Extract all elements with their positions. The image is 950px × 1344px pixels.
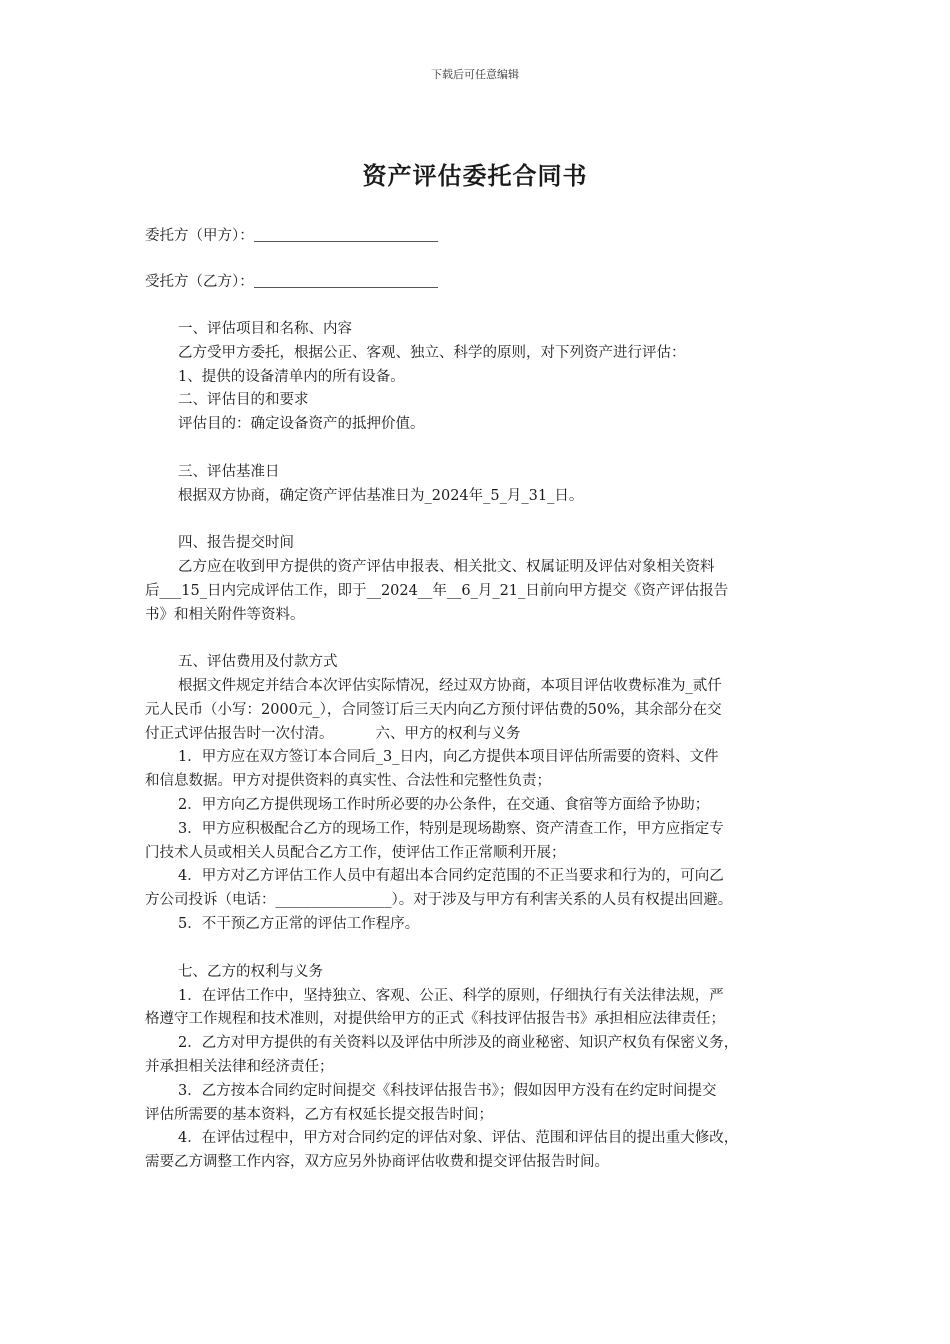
section-7-heading: 七、乙方的权利与义务 xyxy=(178,963,323,980)
section-2-paragraph: 评估目的：确定设备资产的抵押价值。 xyxy=(178,416,425,433)
section-6-item: 2．甲方向乙方提供现场工作时所必要的办公条件，在交通、食宿等方面给予协助； xyxy=(178,796,710,813)
section-3-paragraph: 根据双方协商，确定资产评估基准日为_2024年_5_月_31_日。 xyxy=(178,487,584,504)
section-4-line: 书》和相关附件等资料。 xyxy=(145,606,305,623)
section-6-heading: 六、甲方的权利与义务 xyxy=(375,725,521,742)
party-b-label: 受托方（乙方）： xyxy=(145,274,254,290)
section-4-line: 后___15_日内完成评估工作，即于__2024__年__6_月_21_日前向甲方提交《资产评估报告 xyxy=(145,582,729,599)
section-6-item: 1．甲方应在双方签订本合同后_3_日内，向乙方提供本项目评估所需要的资料、文件 xyxy=(178,749,719,766)
section-6-item: 5．不干预乙方正常的评估工作程序。 xyxy=(178,915,420,932)
section-1-item: 1、提供的设备清单内的所有设备。 xyxy=(178,368,405,385)
spacer xyxy=(145,627,815,651)
section-7-item: 评估所需要的基本资料，乙方有权延长提交报告时间； xyxy=(145,1106,493,1123)
section-3-heading: 三、评估基准日 xyxy=(178,463,280,480)
section-7-item: 1．在评估工作中，坚持独立、客观、公正、科学的原则，仔细执行有关法律法规，严 xyxy=(178,987,724,1004)
section-7-item: 2．乙方对甲方提供的有关资料以及评估中所涉及的商业秘密、知识产权负有保密义务， xyxy=(178,1035,739,1052)
section-5-heading: 五、评估费用及付款方式 xyxy=(178,654,338,671)
section-5-line: 付正式评估报告时一次付清。 xyxy=(145,725,334,742)
document-title: 资产评估委托合同书 xyxy=(362,162,588,190)
section-6-item: 方公司投诉（电话：________________）。对于涉及与甲方有利害关系的人员有权提出回避。 xyxy=(145,892,733,909)
section-7-item: 4．在评估过程中，甲方对合同约定的评估对象、评估、范围和评估目的提出重大修改， xyxy=(178,1130,739,1147)
party-b-blank xyxy=(254,273,438,288)
contract-body xyxy=(145,318,815,1175)
section-7-item: 并承担相关法律和经济责任； xyxy=(145,1058,334,1075)
section-4-heading: 四、报告提交时间 xyxy=(178,535,294,552)
spacer xyxy=(145,937,815,961)
section-6-item: 门技术人员或相关人员配合乙方工作，使评估工作正常顺利开展； xyxy=(145,844,566,861)
section-5-line: 根据文件规定并结合本次评估实际情况，经过双方协商，本项目评估收费标准为_贰仟 xyxy=(178,677,722,694)
party-a-label: 委托方（甲方）： xyxy=(145,228,254,244)
section-7-item: 需要乙方调整工作内容，双方应另外协商评估收费和提交评估报告时间。 xyxy=(145,1154,609,1171)
section-6-item: 和信息数据。甲方对提供资料的真实性、合法性和完整性负责； xyxy=(145,773,551,790)
section-6-item: 4．甲方对乙方评估工作人员中有超出本合同约定范围的不正当要求和行为的，可向乙 xyxy=(178,868,724,885)
section-7-item: 3．乙方按本合同约定时间提交《科技评估报告书》；假如因甲方没有在约定时间提交 xyxy=(178,1082,717,1099)
party-a-blank xyxy=(254,227,438,242)
spacer xyxy=(145,508,815,532)
party-a-line xyxy=(145,226,438,246)
section-1-paragraph: 乙方受甲方委托，根据公正、客观、独立、科学的原则，对下列资产进行评估： xyxy=(178,344,686,361)
section-4-line: 乙方应在收到甲方提供的资产评估申报表、相关批文、权属证明及评估对象相关资料 xyxy=(178,558,715,575)
spacer xyxy=(145,437,815,461)
party-b-line xyxy=(145,272,438,292)
section-7-item: 格遵守工作规程和技术准则，对提供给甲方的正式《科技评估报告书》承担相应法律责任； xyxy=(145,1011,725,1028)
section-1-heading: 一、评估项目和名称、内容 xyxy=(178,321,352,337)
section-2-heading: 二、评估目的和要求 xyxy=(178,392,309,409)
section-5-line-with-heading xyxy=(145,723,815,747)
section-6-item: 3．甲方应积极配合乙方的现场工作，特别是现场勘察、资产清查工作，甲方应指定专 xyxy=(178,820,724,837)
section-5-line: 元人民币（小写：2000元_），合同签订后三天内向乙方预付评估费的50%，其余部分在交 xyxy=(145,701,722,718)
header-note: 下载后可任意编辑 xyxy=(431,68,519,81)
